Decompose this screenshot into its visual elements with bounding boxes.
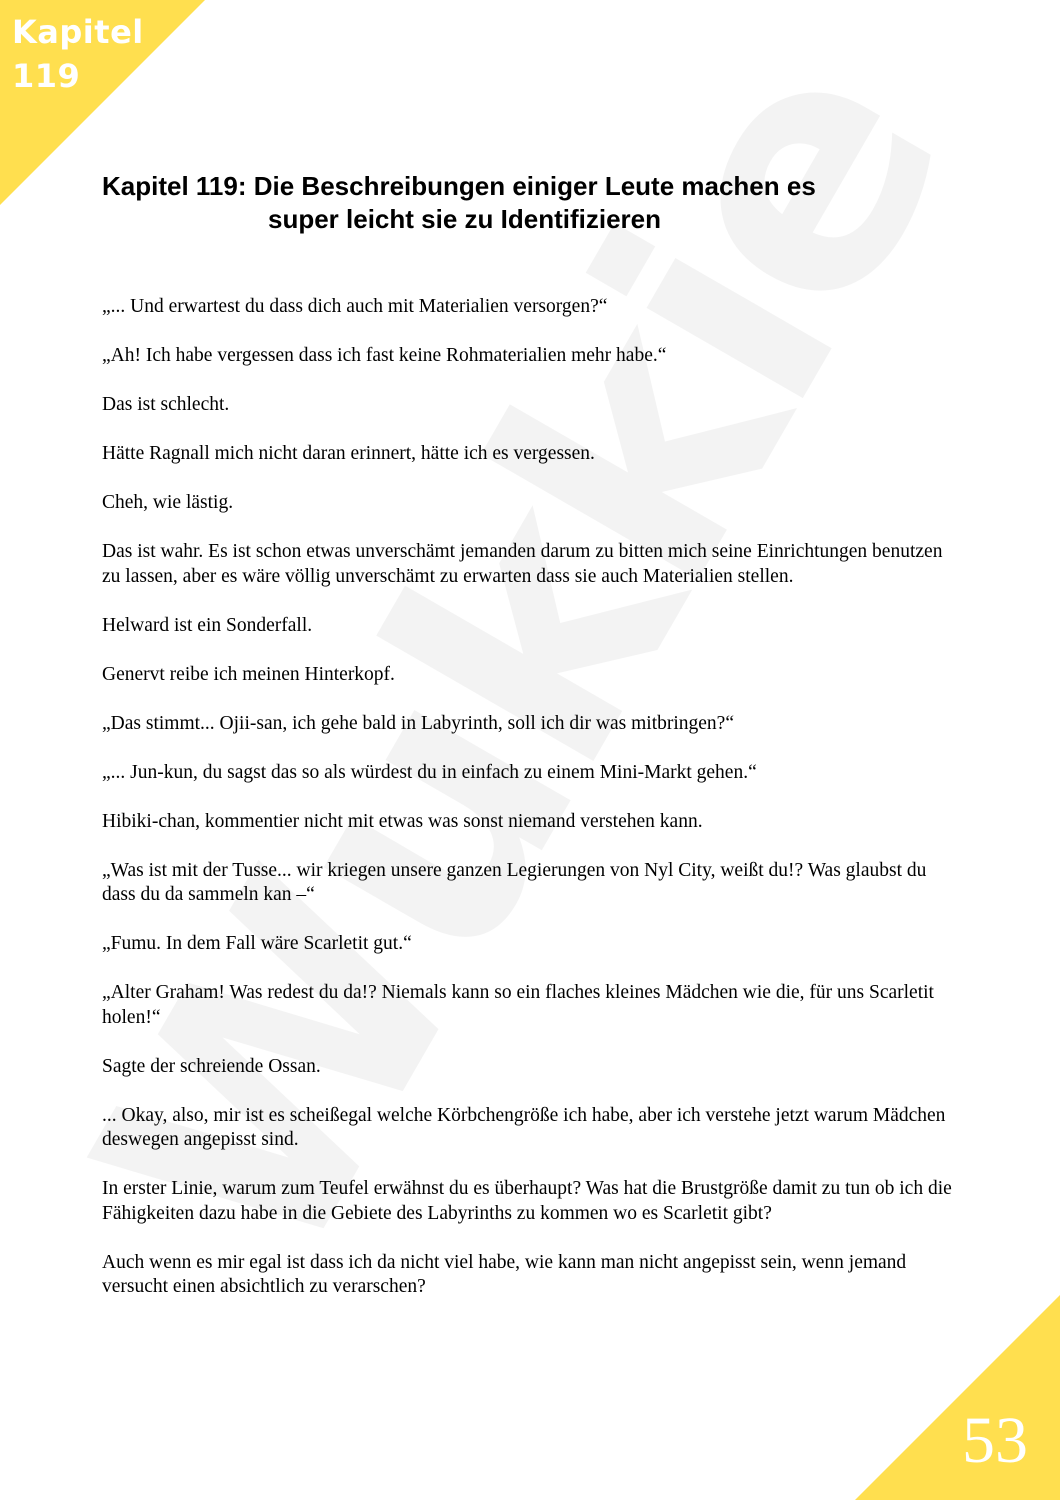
chapter-title [102, 170, 902, 236]
page-number: 53 [962, 1404, 1028, 1477]
chapter-tag-number: 119 [12, 57, 81, 95]
paragraph: Genervt reibe ich meinen Hinterkopf. [102, 663, 395, 685]
paragraph: Auch wenn es mir egal ist dass ich da nicht viel habe, wie kann man nicht angepisst sein, wenn jemand versucht einen absichtlich zu verarschen? [102, 1251, 907, 1297]
chapter-body [102, 295, 952, 1324]
paragraph: Hätte Ragnall mich nicht daran erinnert, hätte ich es vergessen. [102, 443, 595, 464]
paragraph: In erster Linie, warum zum Teufel erwähnst du es überhaupt? Was hat die Brustgröße damit zu tun ob ich die Fähigkeiten dazu habe in die Gebiete des Labyrinths zu kommen wo es Scarletit gibt? [102, 1178, 952, 1224]
paragraph: Das ist schlecht. [102, 394, 230, 415]
paragraph: Sagte der schreiende Ossan. [102, 1055, 321, 1077]
paragraph: „Fumu. In dem Fall wäre Scarletit gut.“ [102, 933, 412, 954]
paragraph: „... Jun-kun, du sagst das so als würdest du in einfach zu einem Mini-Markt gehen.“ [102, 761, 757, 783]
paragraph: Das ist wahr. Es ist schon etwas unverschämt jemanden darum zu bitten mich seine Einrichtungen benutzen zu lassen, aber es wäre völlig unverschämt zu erwarten dass sie auch Materialien stellen. [102, 541, 943, 587]
paragraph: „... Und erwartest du dass dich auch mit Materialien versorgen?“ [102, 296, 608, 317]
paragraph: „Was ist mit der Tusse... wir kriegen unsere ganzen Legierungen von Nyl City, weißt du!? Was glaubst du dass du da sammeln kan –“ [102, 859, 927, 905]
paragraph: Cheh, wie lästig. [102, 492, 234, 513]
chapter-title-line-1: Kapitel 119: Die Beschreibungen einiger Leute machen es [102, 171, 816, 201]
chapter-title-line-2: super leicht sie zu Identifizieren [268, 204, 661, 234]
paragraph: Helward ist ein Sonderfall. [102, 614, 313, 636]
chapter-tag-label: Kapitel [12, 13, 144, 51]
paragraph: „Ah! Ich habe vergessen dass ich fast keine Rohmaterialien mehr habe.“ [102, 345, 667, 366]
paragraph: ... Okay, also, mir ist es scheißegal welche Körbchengröße ich habe, aber ich verstehe jetzt warum Mädchen deswegen angepisst sind. [102, 1104, 946, 1150]
paragraph: „Alter Graham! Was redest du da!? Niemals kann so ein flaches kleines Mädchen wie die, für uns Scarletit holen!“ [102, 982, 934, 1028]
paragraph: Hibiki-chan, kommentier nicht mit etwas was sonst niemand verstehen kann. [102, 810, 703, 832]
chapter-tag [12, 10, 144, 98]
paragraph: „Das stimmt... Ojii-san, ich gehe bald in Labyrinth, soll ich dir was mitbringen?“ [102, 712, 734, 734]
corner-triangle-bottom-right [855, 1295, 1060, 1500]
